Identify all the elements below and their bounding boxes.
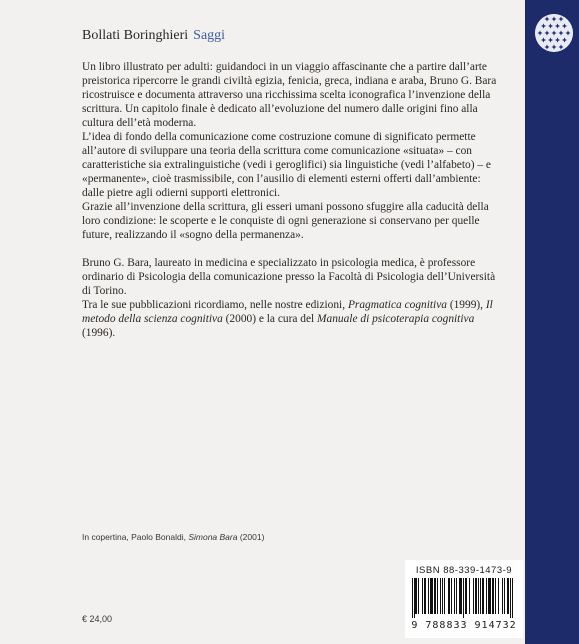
barcode-bar — [475, 578, 477, 614]
barcode-digits: 9 788833 914732 — [411, 620, 517, 631]
barcode-bar — [488, 578, 491, 614]
barcode-bar — [507, 578, 509, 614]
cover-credit — [82, 532, 264, 542]
book-title: Il metodo della scienza cognitiva — [82, 299, 493, 325]
blurb-paragraph — [82, 60, 502, 130]
barcode-bar — [469, 578, 470, 614]
publisher-logo — [535, 14, 573, 52]
barcode-bar — [444, 578, 445, 614]
barcode-bar — [459, 578, 462, 614]
text-run: (1996). — [82, 327, 116, 339]
bio-paragraph — [82, 298, 502, 340]
barcode-bar — [412, 578, 413, 618]
barcode — [412, 578, 516, 618]
text-run: Grazie all’invenzione della scrittura, gli esseri umani possono sfuggire alla caducità della loro condizione: le scoperte e le conquiste di ogni generazione si conservano per quelle future, realizzando il «sogno della permanenza». — [82, 201, 489, 241]
barcode-bar — [442, 578, 443, 614]
bio-paragraph — [82, 256, 502, 298]
barcode-bar — [482, 578, 484, 614]
barcode-bar — [440, 578, 441, 614]
barcode-bar — [465, 578, 467, 614]
barcode-bar — [451, 578, 452, 614]
text-run: (1999), — [446, 299, 486, 311]
publisher-name: Bollati Boringhieri — [82, 28, 189, 43]
barcode-bar — [498, 578, 499, 614]
credit-work-title: Simona Bara — [188, 532, 238, 542]
barcode-bar — [504, 578, 505, 614]
barcode-bar — [456, 578, 457, 614]
series-name: Saggi — [193, 28, 226, 43]
barcode-bar — [486, 578, 487, 614]
barcode-bar — [448, 578, 450, 614]
barcode-bar — [480, 578, 481, 614]
book-header — [82, 28, 225, 44]
barcode-bar — [422, 578, 423, 614]
barcode-bar — [418, 578, 419, 614]
text-run: Bruno G. Bara, laureato in medicina e specializzato in psicologia medica, è professore ordinario di Psicologia della comunicazione presso la Facoltà di Psicologia dell’Università di Torino. — [82, 257, 496, 297]
blurb-paragraph — [82, 130, 502, 200]
cover-text — [82, 60, 502, 340]
barcode-bar — [428, 578, 429, 614]
barcode-bar — [437, 578, 438, 614]
barcode-bar — [430, 578, 433, 614]
spine-strip — [525, 0, 579, 644]
author-bio — [82, 256, 502, 340]
text-run: (2000) e la cura del — [222, 313, 318, 325]
barcode-bar — [424, 578, 426, 614]
isbn-label: ISBN 88-339-1473-9 — [415, 565, 513, 576]
text-run: L’idea di fondo della comunicazione come costruzione comune di significato permette all’autore di sviluppare una teoria della scrittura come comunicazione «situata» – con caratteristiche sia extralinguistiche (vedi i geroglifici) sia linguistiche (vedi l’alfabeto) – e «permanente», cioè trasmissibile, con l’ausilio di elementi esterni offerti dall’ambiente: dalle pietre agli odierni supporti elettronici. — [82, 131, 491, 199]
price-label: € 24,00 — [82, 614, 113, 624]
barcode-bar — [478, 578, 479, 614]
barcode-bar — [434, 578, 436, 614]
barcode-bar — [492, 578, 494, 614]
text-run: Tra le sue pubblicazioni ricordiamo, nelle nostre edizioni, — [82, 299, 348, 311]
credit-prefix: In copertina, Paolo Bonaldi, — [82, 532, 189, 542]
text-run: Un libro illustrato per adulti: guidandoci in un viaggio affascinante che a partire dall’arte preistorica ripercorre le grandi civiltà egizia, fenicia, greca, indiana e araba, Bruno G. Bara ricostruisce e documenta attraverso una ricchissima scelta iconografica l’invenzione della scrittura. Un capitolo finale è dedicato all’evoluzione del numero dalle origini fino alla cultura dell’età moderna. — [82, 61, 497, 129]
barcode-bar — [473, 578, 474, 614]
book-title: Manuale di psicoterapia cognitiva — [317, 313, 475, 325]
barcode-bar — [512, 578, 513, 618]
blurb-paragraph — [82, 200, 502, 242]
barcode-bar — [414, 578, 415, 618]
book-title: Pragmatica cognitiva — [347, 299, 447, 311]
blurb — [82, 60, 502, 242]
barcode-bar — [495, 578, 496, 614]
barcode-bar — [510, 578, 511, 618]
credit-suffix: (2001) — [237, 532, 265, 542]
barcode-bar — [502, 578, 503, 614]
barcode-bar — [463, 578, 464, 618]
barcode-bar — [415, 578, 417, 614]
barcode-bar — [454, 578, 455, 614]
